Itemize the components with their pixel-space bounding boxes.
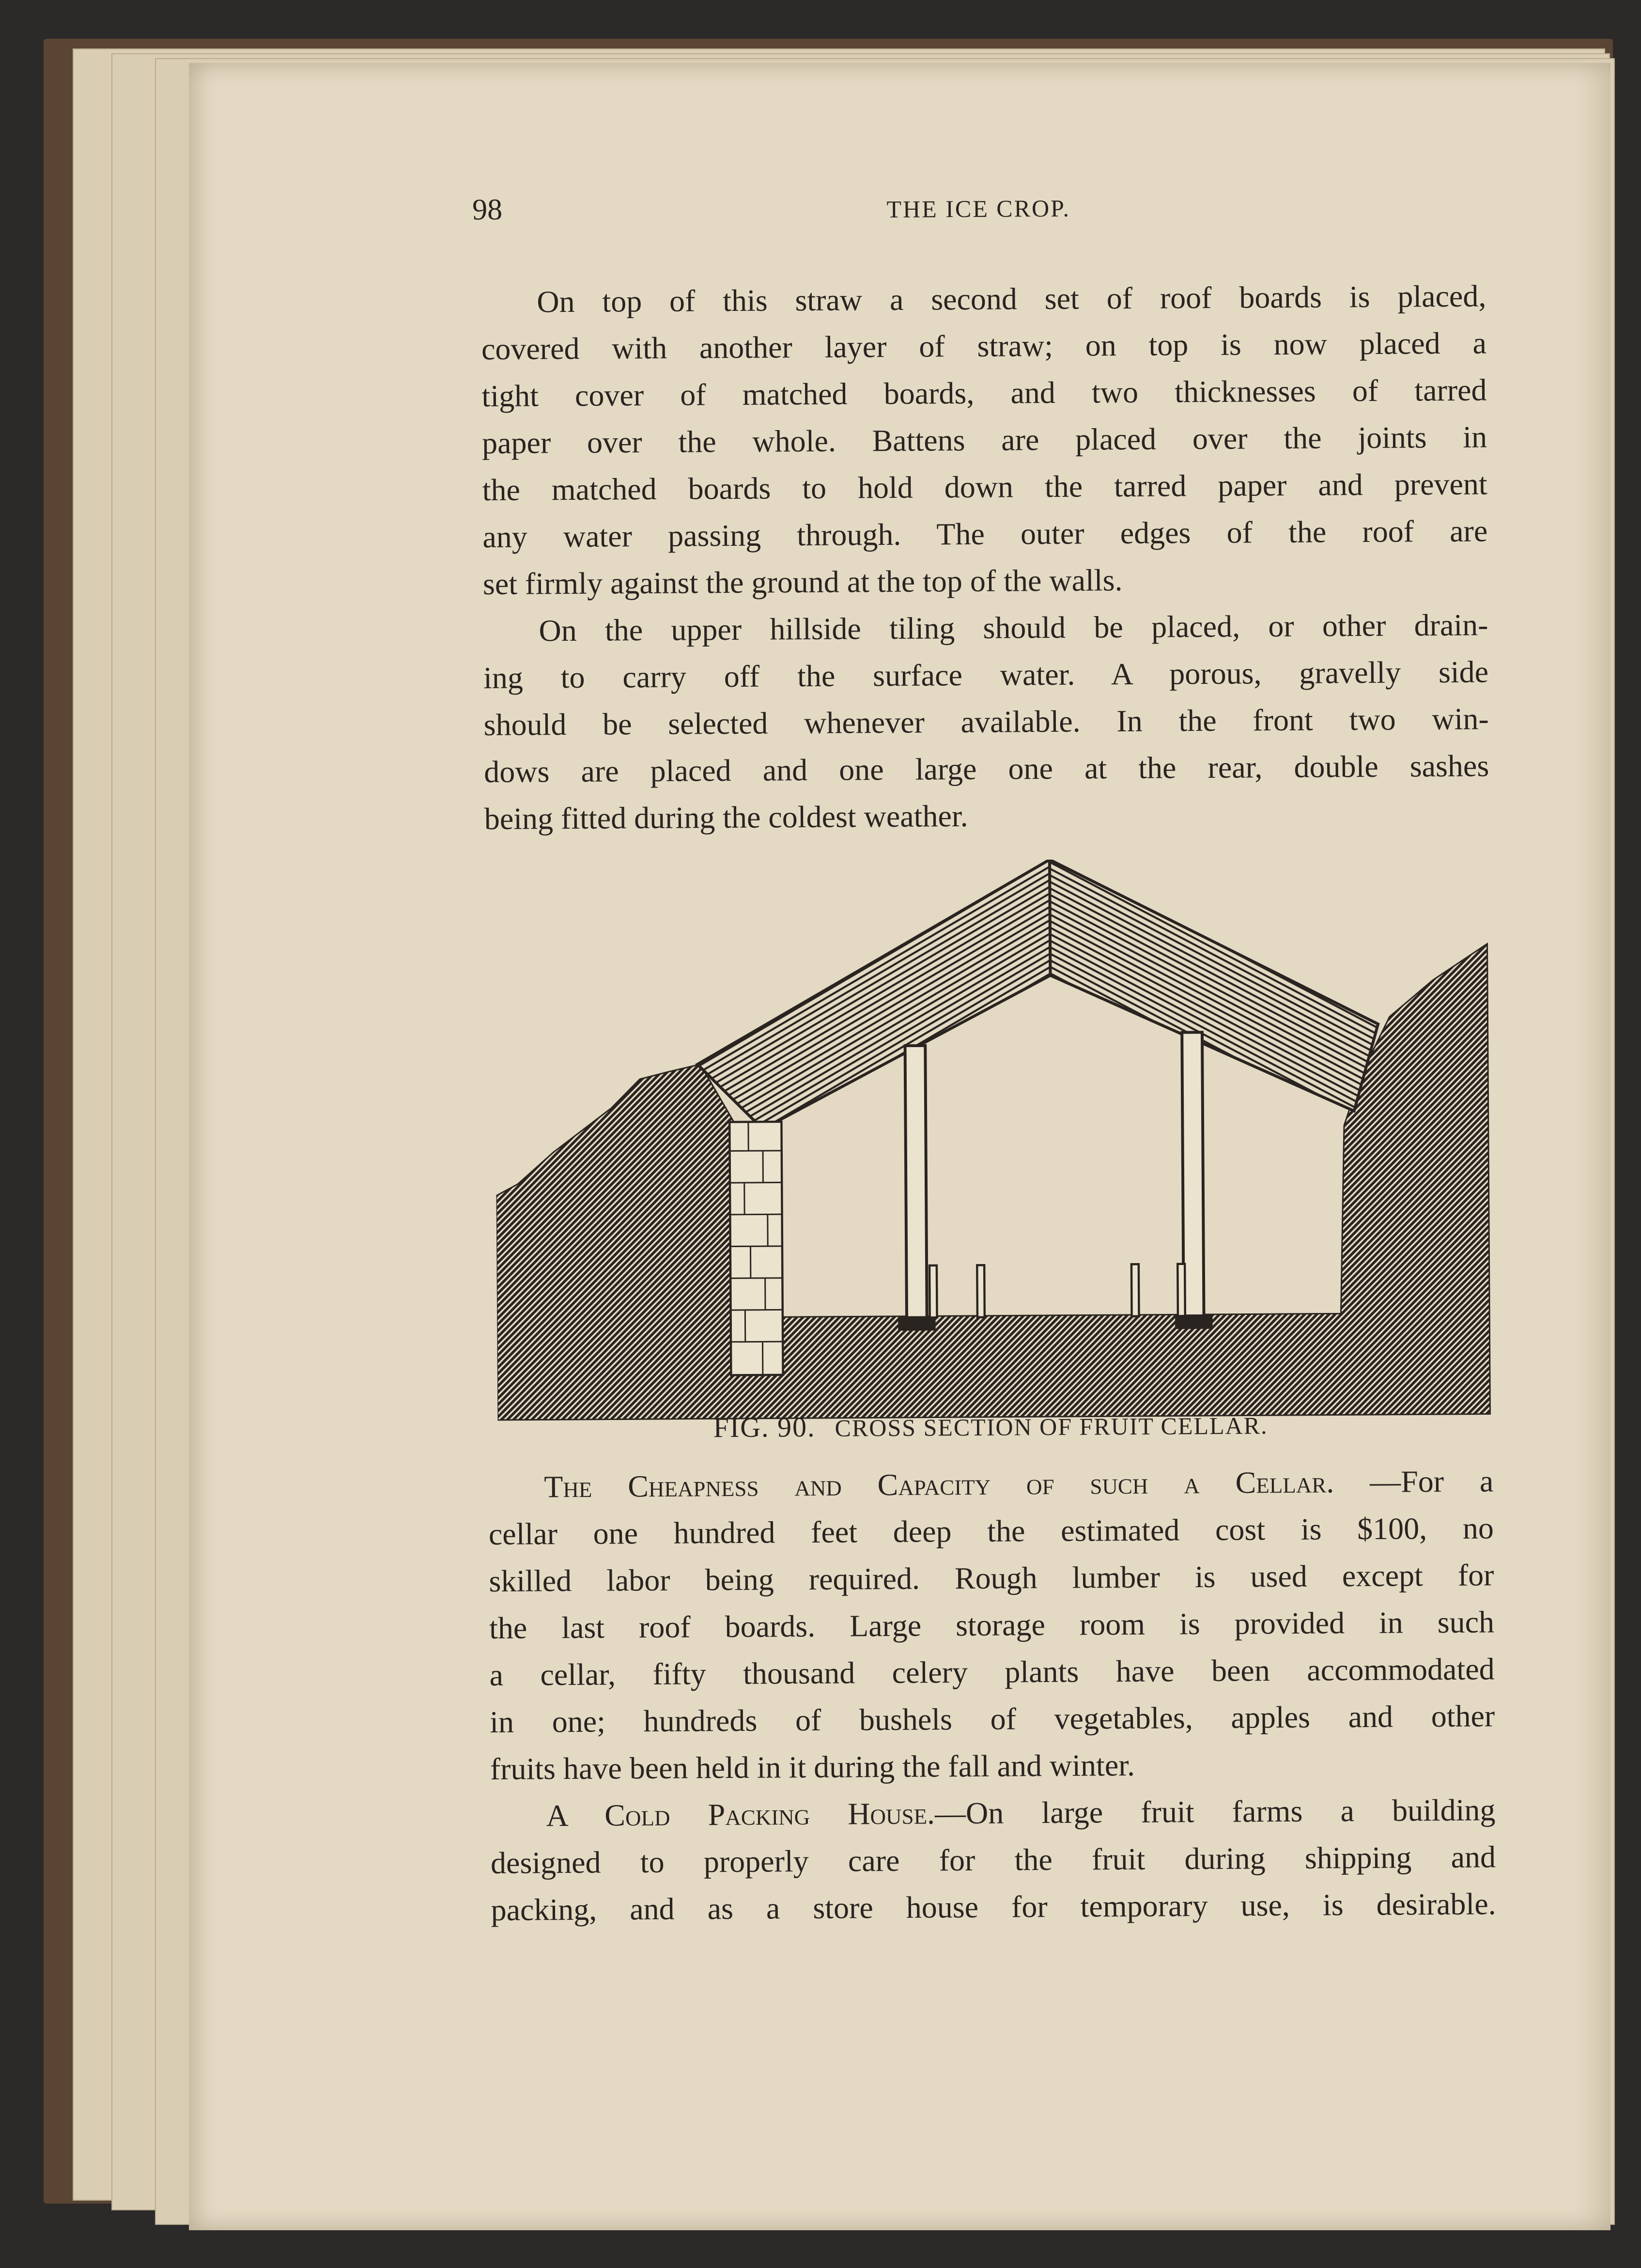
paragraph [481,272,1488,607]
figure-number: FIG. 90. [713,1411,816,1444]
text-line: the last roof boards. Large storage room is provided in such [489,1605,1495,1646]
text-line: paper over the whole. Battens are placed over the joints in [481,419,1487,461]
running-header [472,186,1485,236]
page-number: 98 [472,193,503,227]
text-line: packing, and as a store house for temporary use, is desirable. [491,1886,1496,1928]
text-line: fruits have been held in it during the fall and winter. [490,1747,1135,1787]
paragraph [490,1786,1496,1933]
text-span: —On large fruit farms a building [934,1792,1496,1831]
section-heading: A Cold Packing House. [546,1796,935,1833]
text-line: On top of this straw a second set of roof boards is placed, [537,278,1486,319]
text-line [488,1457,1494,1511]
text-line: being fitted during the coldest weather. [484,799,968,836]
text-line: designed to properly care for the fruit during shipping and [490,1839,1496,1881]
paragraph [483,601,1489,842]
text-line: dows are placed and one large one at the rear, double sashes [484,748,1489,789]
cellar-cross-section-illustration [494,857,1493,1427]
figure-caption-text: CROSS SECTION OF FRUIT CELLAR. [835,1412,1268,1442]
text-line: cellar one hundred feet deep the estimated cost is $100, no [488,1511,1494,1552]
figure-caption [488,1399,1493,1454]
text-line: On the upper hillside tiling should be placed, or other drain- [539,607,1488,648]
text-line: covered with another layer of straw; on top is now placed a [481,325,1487,367]
brick-wall [729,1122,783,1375]
text-line: the matched boards to hold down the tarred paper and prevent [482,466,1487,508]
text-line: any water passing through. The outer edges of the roof are [482,513,1488,555]
body-text [481,272,1496,1933]
paragraph [488,1457,1495,1792]
text-line: skilled labor being required. Rough lumber is used except for [489,1558,1494,1599]
text-line: in one; hundreds of bushels of vegetables, apples and other [490,1698,1495,1740]
roof [696,858,1378,1129]
section-heading: The Cheapness and Capacity of such a Cellar. [544,1465,1334,1504]
text-line: ing to carry off the surface water. A porous, gravelly side [483,654,1489,695]
text-line: a cellar, fifty thousand celery plants have been accommodated [489,1651,1495,1693]
running-title: THE ICE CROP. [886,194,1071,223]
figure [484,857,1493,1464]
text-line: tight cover of matched boards, and two thicknesses of tarred [481,372,1487,414]
text-line [490,1786,1496,1839]
text-line: should be selected whenever available. In the front two win- [483,701,1489,742]
text-line: set firmly against the ground at the top of the walls. [482,563,1123,602]
posts [897,1032,1213,1330]
text-span: —For a [1369,1464,1494,1499]
